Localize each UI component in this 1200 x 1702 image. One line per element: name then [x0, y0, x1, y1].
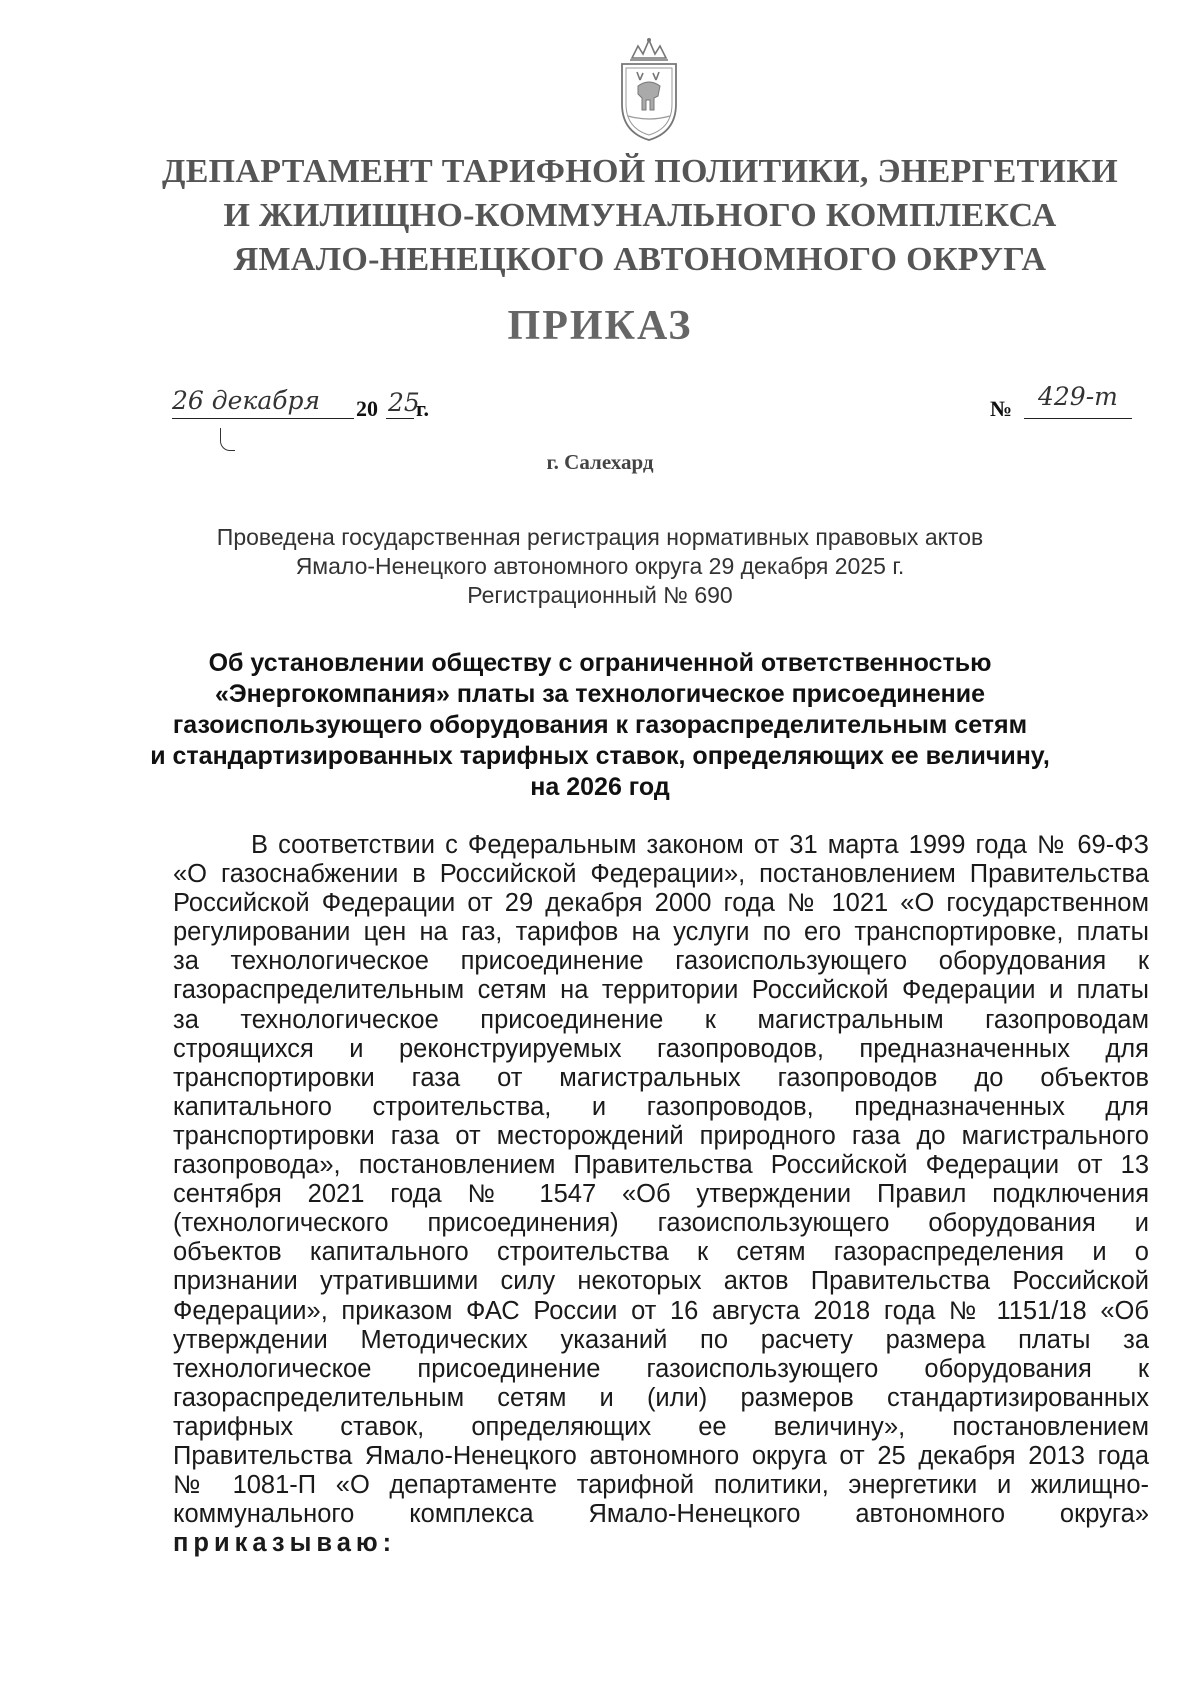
body-line: транспортировки газа от месторождений природного газа до магистрального	[173, 1121, 1149, 1150]
body-line: технологическое присоединение газоиспользующего оборудования к	[173, 1354, 1149, 1383]
body-line: утверждении Методических указаний по расчету размера платы за	[173, 1325, 1149, 1354]
department-line-1: ДЕПАРТАМЕНТ ТАРИФНОЙ ПОЛИТИКИ, ЭНЕРГЕТИКИ	[162, 153, 1118, 190]
body-line: Федерации», приказом ФАС России от 16 августа 2018 года № 1151/18 «Об	[173, 1296, 1149, 1325]
body-line: «О газоснабжении в Российской Федерации», постановлением Правительства	[173, 860, 1149, 889]
body-line: Российской Федерации от 29 декабря 2000 года № 1021 «О государственном	[173, 889, 1149, 918]
order-date	[172, 386, 432, 432]
department-name	[120, 150, 1160, 282]
year-underline	[386, 418, 414, 419]
title-line-5: на 2026 год	[530, 773, 670, 801]
handwriting-stroke	[220, 428, 235, 451]
preamble-paragraph	[173, 831, 1149, 1558]
registration-note	[150, 523, 1050, 610]
city-name: г. Салехард	[546, 450, 654, 474]
body-line: газораспределительным сетям на территории Российской Федерации и платы	[173, 976, 1149, 1005]
document-type-heading: ПРИКАЗ	[507, 303, 693, 349]
number-underline	[1024, 418, 1132, 419]
order-number	[990, 382, 1150, 432]
body-line: за технологическое присоединение газоиспользующего оборудования к	[173, 947, 1149, 976]
order-title	[100, 648, 1100, 803]
title-line-2: «Энергокомпания» платы за технологическое присоединение	[214, 680, 986, 708]
body-line: регулировании цен на газ, тарифов на услуги по его транспортировке, платы	[173, 918, 1149, 947]
body-line: В соответствии с Федеральным законом от 31 марта 1999 года № 69-ФЗ	[251, 831, 1149, 859]
title-line-1: Об установлении обществу с ограниченной ответственностью	[208, 649, 992, 677]
body-line: газораспределительным сетям и (или) размеров стандартизированных	[173, 1383, 1149, 1412]
coat-of-arms-icon	[610, 36, 688, 144]
title-line-4: и стандартизированных тарифных ставок, определяющих ее величину,	[150, 742, 1050, 770]
department-line-2: И ЖИЛИЩНО-КОММУНАЛЬНОГО КОМПЛЕКСА	[223, 197, 1057, 234]
handwritten-date: 26 декабря	[172, 386, 321, 415]
department-line-3: ЯМАЛО-НЕНЕЦКОГО АВТОНОМНОГО ОКРУГА	[233, 241, 1047, 278]
body-line: Правительства Ямало-Ненецкого автономного округа от 25 декабря 2013 года	[173, 1441, 1149, 1470]
body-line: капитального строительства, и газопроводов, предназначенных для	[173, 1092, 1149, 1121]
body-line: строящихся и реконструируемых газопроводов, предназначенных для	[173, 1034, 1149, 1063]
body-line: № 1081-П «О департаменте тарифной политики, энергетики и жилищно-	[173, 1471, 1149, 1500]
decree-word: приказываю:	[173, 1529, 397, 1558]
date-underline	[172, 418, 354, 419]
registration-line-2: Ямало-Ненецкого автономного округа 29 декабря 2025 г.	[295, 553, 905, 579]
handwritten-number: 429-т	[1038, 382, 1118, 411]
registration-line-3: Регистрационный № 690	[467, 582, 733, 608]
handwritten-year: 25	[388, 388, 420, 417]
body-line: (технологического присоединения) газоиспользующего оборудования и	[173, 1209, 1149, 1238]
body-line: транспортировки газа от магистральных газопроводов до объектов	[173, 1063, 1149, 1092]
year-suffix: г.	[416, 396, 430, 421]
registration-line-1: Проведена государственная регистрация нормативных правовых актов	[216, 524, 984, 550]
body-line: тарифных ставок, определяющих ее величину», постановлением	[173, 1412, 1149, 1441]
body-line: газопровода», постановлением Правительства Российской Федерации от 13	[173, 1151, 1149, 1180]
body-line: за технологическое присоединение к магистральным газопроводам	[173, 1005, 1149, 1034]
body-line: сентября 2021 года № 1547 «Об утверждении Правил подключения	[173, 1180, 1149, 1209]
title-line-3: газоиспользующего оборудования к газораспределительным сетям	[172, 711, 1028, 739]
year-prefix: 20	[356, 396, 378, 421]
body-line: коммунального комплекса Ямало-Ненецкого автономного округа»	[173, 1500, 1149, 1529]
body-line: объектов капитального строительства к сетям газораспределения и о	[173, 1238, 1149, 1267]
body-line: признании утратившими силу некоторых актов Правительства Российской	[173, 1267, 1149, 1296]
number-sign: №	[990, 396, 1013, 421]
